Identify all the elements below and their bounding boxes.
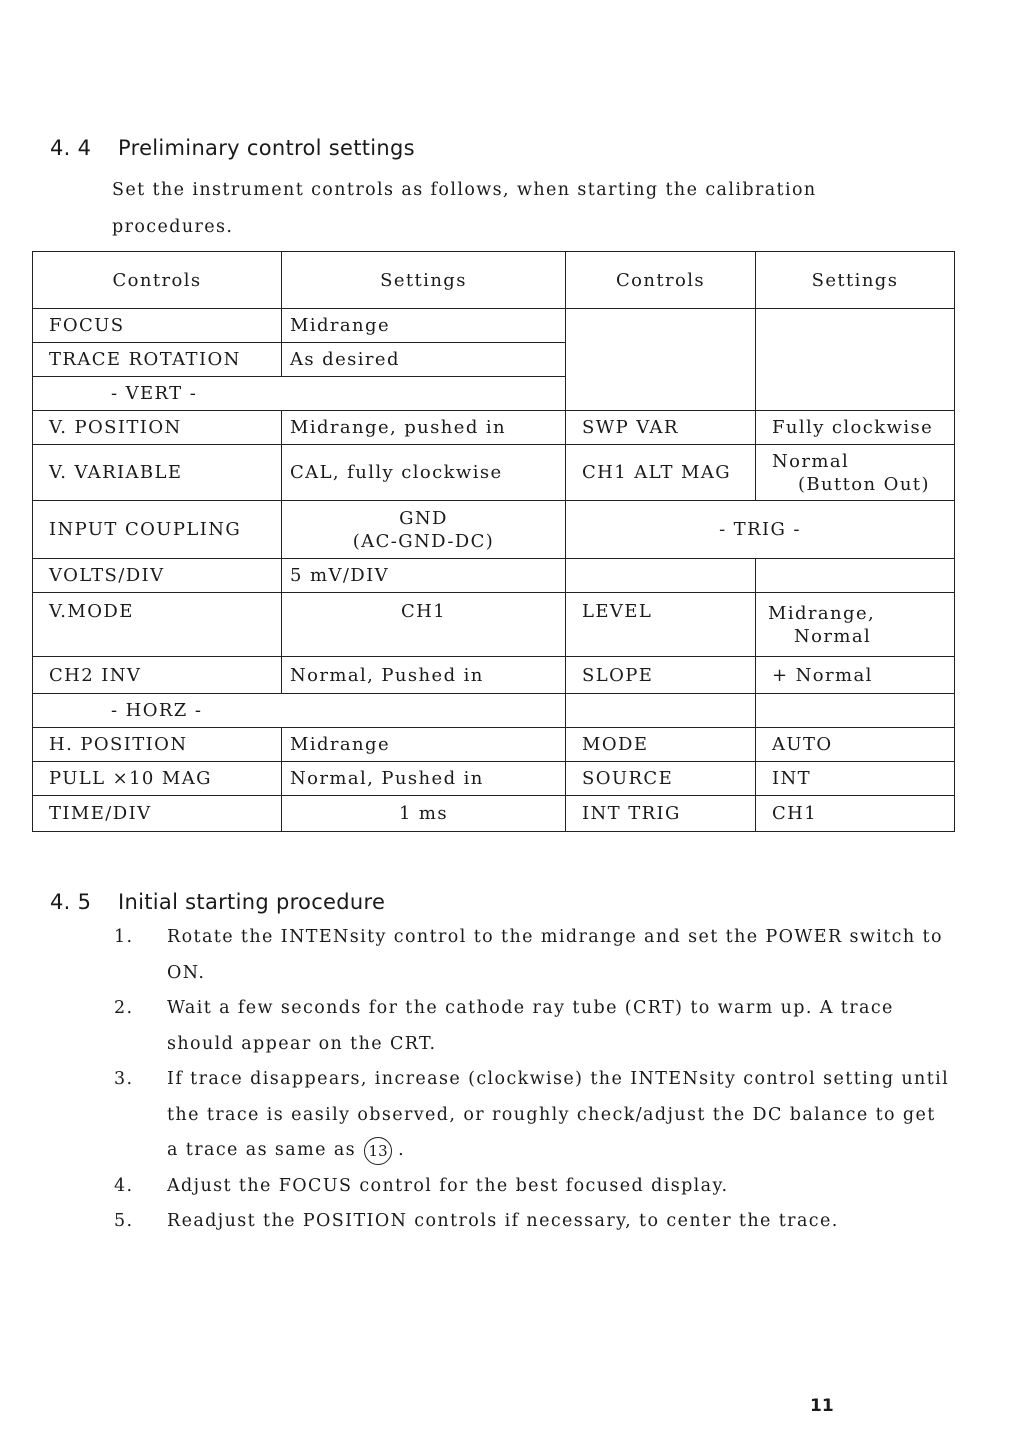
control-setting (756, 593, 955, 657)
table-row (33, 445, 955, 501)
control-setting: AUTO (756, 728, 955, 762)
control-setting: Normal, Pushed in (282, 657, 566, 694)
step-text: Readjust the POSITION controls if necessary, to center the trace. (167, 1211, 839, 1231)
control-name: CH1 ALT MAG (566, 445, 756, 501)
control-setting: Midrange (282, 728, 566, 762)
intro-paragraph: Set the instrument controls as follows, when starting the calibration procedures. (112, 180, 817, 237)
table-row (33, 796, 955, 832)
table-row (33, 559, 955, 593)
control-setting: CAL, fully clockwise (282, 445, 566, 501)
step-text: Rotate the INTENsity control to the midrange and set the POWER switch to ON. (167, 927, 943, 983)
setting-line: Normal (794, 625, 872, 647)
list-item (114, 1204, 954, 1240)
step-number: 4. (114, 1175, 134, 1196)
control-setting: CH1 (282, 593, 566, 657)
empty-cell (756, 694, 955, 728)
control-name: SWP VAR (566, 411, 756, 445)
setting-line: (AC-GND-DC) (352, 530, 495, 552)
step-text: If trace disappears, increase (clockwise) the INTENsity control setting until the trace is easily observed, or roughly check/adjust the DC balance to get a trace as same as (167, 1069, 950, 1160)
control-setting: Midrange, pushed in (282, 411, 566, 445)
table-row (33, 411, 955, 445)
control-name: INT TRIG (566, 796, 756, 832)
header-controls-right: Controls (566, 252, 756, 309)
step-number: 1. (114, 927, 134, 947)
control-setting (756, 445, 955, 501)
section-title: Preliminary control settings (118, 136, 415, 160)
table-row (33, 501, 955, 559)
procedure-steps (114, 920, 954, 1240)
group-label-trig: - TRIG - (566, 501, 955, 559)
control-setting: Fully clockwise (756, 411, 955, 445)
header-controls-left: Controls (33, 252, 282, 309)
control-setting: 5 mV/DIV (282, 559, 566, 593)
step-text-tail: . (398, 1140, 406, 1160)
list-item (114, 920, 954, 991)
control-name: FOCUS (33, 309, 282, 343)
step-number: 2. (114, 998, 134, 1018)
group-row-horz (33, 694, 955, 728)
control-settings-table (32, 251, 955, 832)
control-setting: Midrange (282, 309, 566, 343)
list-item (114, 1062, 954, 1169)
header-settings-right: Settings (756, 252, 955, 309)
control-setting: Normal, Pushed in (282, 762, 566, 796)
control-setting: CH1 (756, 796, 955, 832)
group-label-vert: - VERT - (33, 377, 566, 411)
group-label-horz: - HORZ - (33, 694, 566, 728)
table-row (33, 309, 955, 343)
control-setting: INT (756, 762, 955, 796)
section-number: 4. 4 (50, 136, 92, 160)
control-name: CH2 INV (33, 657, 282, 694)
step-number: 5. (114, 1211, 134, 1231)
control-name: SOURCE (566, 762, 756, 796)
table-row (33, 593, 955, 657)
empty-cell (756, 309, 955, 411)
list-item (114, 991, 954, 1062)
section-number: 4. 5 (50, 890, 92, 914)
empty-cell (566, 309, 756, 411)
setting-line: Normal (772, 450, 850, 472)
control-name: PULL ×10 MAG (33, 762, 282, 796)
setting-line: (Button Out) (798, 473, 930, 495)
control-name: V.MODE (33, 593, 282, 657)
control-name: V. VARIABLE (33, 445, 282, 501)
table-row (33, 657, 955, 694)
step-text: Wait a few seconds for the cathode ray tube (CRT) to warm up. A trace should appear on the CRT. (167, 998, 894, 1054)
page-number: 11 (810, 1396, 834, 1416)
circled-reference-13: 13 (364, 1137, 392, 1165)
control-name: LEVEL (566, 593, 756, 657)
control-name: V. POSITION (33, 411, 282, 445)
section-heading-4-5 (50, 890, 385, 914)
table-header-row (33, 252, 955, 309)
list-item (114, 1169, 954, 1205)
control-name: SLOPE (566, 657, 756, 694)
table-row (33, 728, 955, 762)
section-title: Initial starting procedure (118, 890, 386, 914)
control-name: TIME/DIV (33, 796, 282, 832)
control-setting: 1 ms (282, 796, 566, 832)
empty-cell (566, 694, 756, 728)
section-heading-4-4 (50, 136, 415, 160)
control-name: H. POSITION (33, 728, 282, 762)
setting-line: Midrange, (768, 602, 876, 624)
header-settings-left: Settings (282, 252, 566, 309)
empty-cell (756, 559, 955, 593)
control-name: TRACE ROTATION (33, 343, 282, 377)
control-setting (282, 501, 566, 559)
control-setting: As desired (282, 343, 566, 377)
table-row (33, 762, 955, 796)
step-text: Adjust the FOCUS control for the best focused display. (167, 1175, 729, 1196)
control-name: INPUT COUPLING (33, 501, 282, 559)
control-name: VOLTS/DIV (33, 559, 282, 593)
step-number: 3. (114, 1069, 134, 1089)
empty-cell (566, 559, 756, 593)
setting-line: GND (399, 507, 448, 529)
control-setting: + Normal (756, 657, 955, 694)
control-name: MODE (566, 728, 756, 762)
